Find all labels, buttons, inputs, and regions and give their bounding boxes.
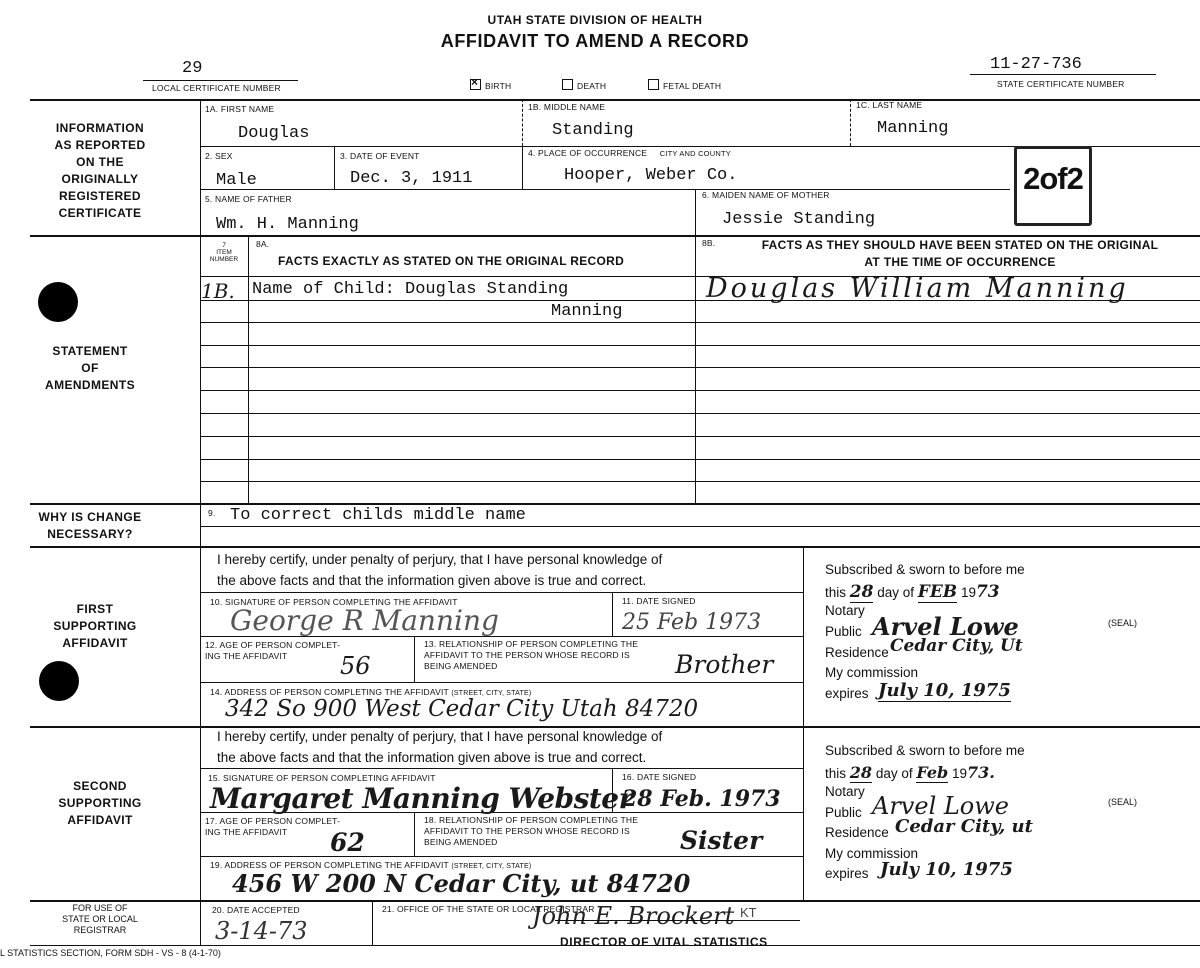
- state-certificate-label: STATE CERTIFICATE NUMBER: [997, 79, 1125, 89]
- local-certificate-line: [143, 80, 298, 81]
- line-section-why: [30, 503, 1200, 505]
- section-first-affidavit: FIRST SUPPORTING AFFIDAVIT: [53, 602, 137, 650]
- record-type-fetal-death: [648, 79, 721, 91]
- second-public-label: Public: [825, 805, 862, 820]
- first-age-label: 12. AGE OF PERSON COMPLET- ING THE AFFIDAVIT: [205, 640, 341, 661]
- line-section-first: [30, 546, 1200, 548]
- first-name-value[interactable]: Douglas: [238, 124, 310, 143]
- second-expires-label: expires: [825, 866, 869, 881]
- amendment-item-number[interactable]: 1B.: [201, 279, 235, 303]
- date-accepted-value[interactable]: 3-14-73: [215, 917, 308, 945]
- middle-name-value[interactable]: Standing: [552, 121, 634, 140]
- first-signature[interactable]: George R Manning: [230, 604, 499, 637]
- section-original-info: INFORMATION AS REPORTED ON THE ORIGINALLY REGISTERED CERTIFICATE: [54, 121, 146, 220]
- state-certificate-number: 11-27-736: [990, 55, 1082, 74]
- birth-label: BIRTH: [485, 81, 512, 91]
- section-why-change: WHY IS CHANGE NECESSARY?: [38, 510, 142, 541]
- first-relationship[interactable]: Brother: [675, 650, 774, 679]
- second-certify-text: I hereby certify, under penalty of perjury, that I have personal knowledge of the above facts and that the information given above is true and correct.: [217, 729, 663, 765]
- second-date-signed[interactable]: 28 Feb. 1973: [622, 786, 781, 812]
- first-commission-label: My commission: [825, 665, 919, 680]
- col-8a-number: 8A.: [256, 239, 270, 249]
- first-name-label: 1A. FIRST NAME: [205, 104, 275, 114]
- place-sub-label: CITY AND COUNTY: [659, 149, 731, 158]
- first-notary-signature[interactable]: Arvel Lowe: [872, 612, 1019, 641]
- registrar-office-label: 21. OFFICE OF THE STATE OR LOCAL REGISTRAR: [382, 904, 595, 914]
- second-sworn-line2: this 28 day of Feb 1973.: [825, 763, 995, 782]
- first-date-signed-label: 11. DATE SIGNED: [622, 596, 696, 606]
- second-signature[interactable]: Margaret Manning Webster: [210, 782, 633, 815]
- local-certificate-label: LOCAL CERTIFICATE NUMBER: [152, 83, 281, 93]
- second-sworn-line1: Subscribed & sworn to before me: [825, 743, 1025, 758]
- last-name-label: 1C. LAST NAME: [856, 100, 923, 110]
- why-reason[interactable]: To correct childs middle name: [230, 506, 526, 525]
- second-age[interactable]: 62: [330, 828, 365, 857]
- first-notary-label: Notary: [825, 603, 865, 618]
- form-number: L STATISTICS SECTION, FORM SDH - VS - 8 (4-1-70): [0, 948, 221, 958]
- second-age-label: 17. AGE OF PERSON COMPLET- ING THE AFFIDAVIT: [205, 816, 341, 837]
- second-residence[interactable]: Cedar City, ut: [895, 816, 1033, 837]
- punch-hole-top: [38, 282, 78, 322]
- second-notary-label: Notary: [825, 784, 865, 799]
- date-accepted-label: 20. DATE ACCEPTED: [212, 905, 300, 915]
- col-8b-header: FACTS AS THEY SHOULD HAVE BEEN STATED ON THE ORIGINAL AT THE TIME OF OCCURRENCE: [761, 238, 1159, 269]
- second-date-signed-label: 16. DATE SIGNED: [622, 772, 697, 782]
- second-sworn-month[interactable]: Feb: [916, 763, 949, 782]
- second-residence-label: Residence: [825, 825, 889, 840]
- second-relationship[interactable]: Sister: [680, 826, 763, 855]
- section-second-affidavit: SECOND SUPPORTING AFFIDAVIT: [58, 779, 142, 827]
- last-name-value[interactable]: Manning: [877, 119, 949, 138]
- second-notary-signature[interactable]: Arvel Lowe: [872, 792, 1010, 820]
- second-signature-label: 15. SIGNATURE OF PERSON COMPLETING AFFIDAVIT: [208, 773, 436, 783]
- why-number: 9.: [208, 508, 216, 518]
- first-residence[interactable]: Cedar City, Ut: [890, 636, 1023, 656]
- record-type-death: [562, 79, 606, 91]
- page-stamp: [1014, 146, 1092, 226]
- place-of-occurrence-value[interactable]: Hooper, Weber Co.: [564, 166, 738, 185]
- record-type-birth: [470, 79, 511, 91]
- amendment-original-line2[interactable]: Manning: [551, 302, 623, 321]
- first-address-label: 14. ADDRESS OF PERSON COMPLETING THE AFFIDAVIT (STREET, CITY, STATE): [210, 687, 532, 697]
- punch-hole-bottom: [39, 661, 79, 701]
- fetal-death-checkbox[interactable]: [648, 79, 659, 90]
- date-of-event-label: 3. DATE OF EVENT: [340, 151, 420, 161]
- item-number-header: 7 ITEM NUMBER: [209, 242, 239, 263]
- second-address[interactable]: 456 W 200 N Cedar City, ut 84720: [232, 869, 691, 898]
- second-sworn-day[interactable]: 28: [849, 763, 873, 782]
- section-registrar: FOR USE OF STATE OR LOCAL REGISTRAR: [62, 903, 138, 935]
- sex-label: 2. SEX: [205, 151, 233, 161]
- registrar-signature[interactable]: John E. Brockert: [532, 902, 735, 930]
- registrar-signature-line: [555, 920, 800, 921]
- birth-checkbox-checked[interactable]: [470, 79, 481, 90]
- first-relationship-label: 13. RELATIONSHIP OF PERSON COMPLETING THE AFFIDAVIT TO THE PERSON WHOSE RECORD IS BEING AMENDED: [424, 639, 639, 671]
- second-relationship-label: 18. RELATIONSHIP OF PERSON COMPLETING THE AFFIDAVIT TO THE PERSON WHOSE RECORD IS BEING AMENDED: [424, 815, 639, 847]
- first-date-signed[interactable]: 25 Feb 1973: [622, 610, 762, 635]
- father-name-value[interactable]: Wm. H. Manning: [216, 215, 359, 234]
- mother-maiden-name-label: 6. MAIDEN NAME OF MOTHER: [702, 190, 830, 200]
- section-statement-of-amendments: STATEMENT OF AMENDMENTS: [45, 344, 135, 392]
- local-certificate-number: 29: [182, 59, 203, 78]
- first-certify-text: I hereby certify, under penalty of perjury, that I have personal knowledge of the above facts and that the information given above is true and correct.: [217, 552, 663, 588]
- header-agency: UTAH STATE DIVISION OF HEALTH: [487, 13, 703, 27]
- fetal-death-label: FETAL DEATH: [663, 81, 722, 91]
- first-sworn-line2: this 28 day of FEB 1973: [825, 582, 1000, 602]
- first-sworn-day[interactable]: 28: [849, 582, 874, 602]
- col-8a-header: FACTS EXACTLY AS STATED ON THE ORIGINAL RECORD: [278, 254, 625, 268]
- registrar-title: DIRECTOR OF VITAL STATISTICS: [560, 935, 768, 949]
- state-certificate-line: [970, 74, 1156, 75]
- first-age[interactable]: 56: [340, 652, 371, 680]
- place-label-text: 4. PLACE OF OCCURRENCE: [528, 148, 648, 158]
- place-of-occurrence-label: [528, 148, 731, 158]
- amendment-corrected-value[interactable]: Douglas William Manning: [706, 273, 1129, 304]
- middle-name-label: 1B. MIDDLE NAME: [528, 102, 606, 112]
- death-checkbox[interactable]: [562, 79, 573, 90]
- second-seal: (SEAL): [1108, 797, 1138, 807]
- first-sworn-month[interactable]: FEB: [917, 582, 958, 602]
- first-address[interactable]: 342 So 900 West Cedar City Utah 84720: [225, 696, 699, 722]
- date-of-event-value[interactable]: Dec. 3, 1911: [350, 169, 473, 188]
- form-title: AFFIDAVIT TO AMEND A RECORD: [440, 31, 750, 51]
- line-left-column: [200, 99, 201, 946]
- second-expires[interactable]: July 10, 1975: [880, 859, 1013, 880]
- mother-maiden-name-value[interactable]: Jessie Standing: [722, 210, 876, 229]
- col-8b-number: 8B.: [702, 238, 716, 248]
- page-stamp-text: 2of2: [1023, 161, 1083, 196]
- registrar-initials: KT: [740, 905, 757, 920]
- first-sworn-year[interactable]: 73: [975, 582, 1000, 602]
- amendment-original-line1[interactable]: Name of Child: Douglas Standing: [252, 280, 569, 299]
- first-signature-label: 10. SIGNATURE OF PERSON COMPLETING THE AFFIDAVIT: [210, 597, 458, 607]
- father-name-label: 5. NAME OF FATHER: [205, 194, 292, 204]
- second-address-label: 19. ADDRESS OF PERSON COMPLETING THE AFFIDAVIT (STREET, CITY, STATE): [210, 860, 532, 870]
- first-residence-label: Residence: [825, 645, 889, 660]
- first-public-label: Public: [825, 624, 862, 639]
- death-label: DEATH: [577, 81, 607, 91]
- first-expires-label: expires: [825, 686, 869, 701]
- sex-value[interactable]: Male: [216, 171, 257, 190]
- second-commission-label: My commission: [825, 846, 919, 861]
- line-top: [30, 99, 1200, 101]
- first-expires[interactable]: July 10, 1975: [878, 680, 1011, 701]
- second-sworn-year[interactable]: 73.: [967, 763, 995, 782]
- first-sworn-line1: Subscribed & sworn to before me: [825, 562, 1025, 577]
- first-seal: (SEAL): [1108, 618, 1138, 628]
